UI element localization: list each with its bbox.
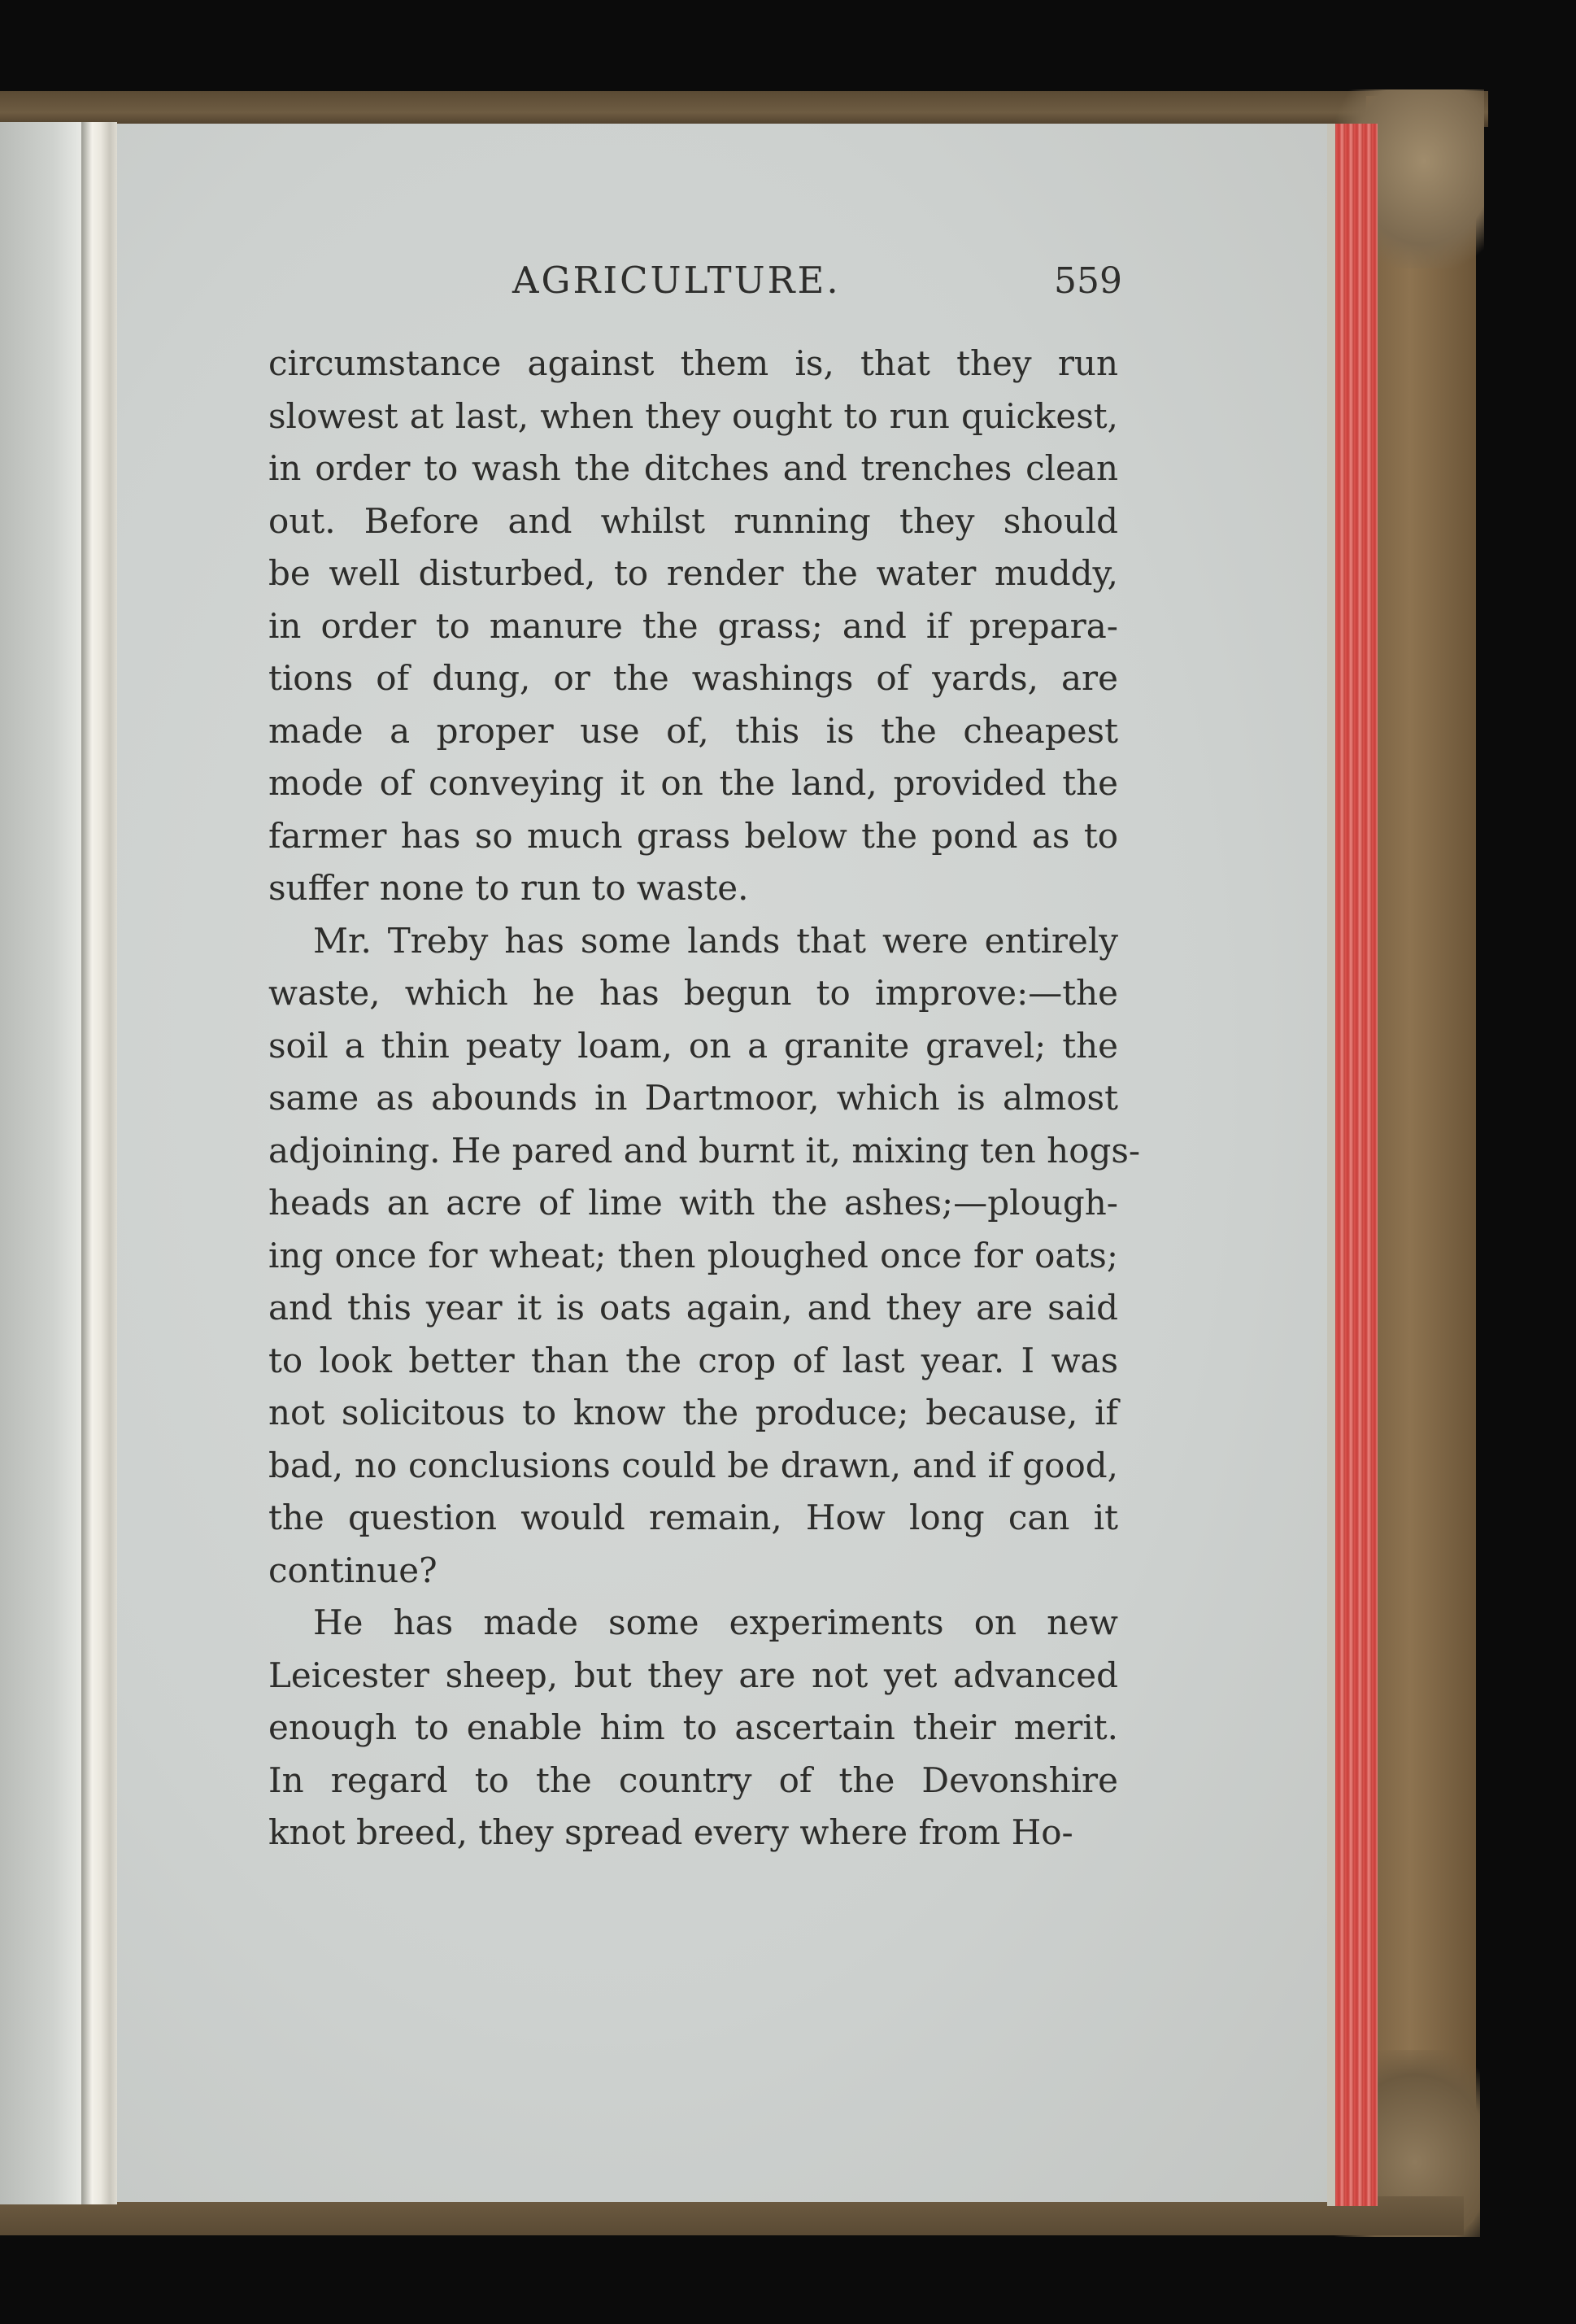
- page-gutter: [81, 122, 117, 2204]
- text-line: farmer has so much grass below the pond as to: [268, 815, 1118, 856]
- page-number: 559: [1054, 260, 1122, 302]
- body-text: [268, 338, 1141, 1860]
- text-line: Leicester sheep, but they are not yet advanced: [268, 1655, 1118, 1695]
- running-head: AGRICULTURE.: [512, 259, 841, 302]
- facing-left-page: [0, 122, 89, 2204]
- text-line: in order to manure the grass; and if prepara-: [268, 605, 1118, 646]
- text-line: adjoining. He pared and burnt it, mixing ten hogs-: [268, 1130, 1141, 1171]
- text-line: enough to enable him to ascertain their merit.: [268, 1707, 1118, 1747]
- text-line: and this year it is oats again, and they are said: [268, 1288, 1118, 1328]
- text-line: made a proper use of, this is the cheapest: [268, 710, 1118, 751]
- book-cover-bottom-edge: [0, 2196, 1464, 2235]
- text-line: continue?: [268, 1550, 438, 1590]
- text-line: knot breed, they spread every where from Ho-: [268, 1812, 1073, 1852]
- text-line: not solicitous to know the produce; because, if: [268, 1393, 1118, 1432]
- text-line: soil a thin peaty loam, on a granite gravel; the: [268, 1025, 1118, 1066]
- text-line: ing once for wheat; then ploughed once for oats;: [268, 1235, 1118, 1275]
- text-line: circumstance against them is, that they run: [268, 343, 1118, 383]
- text-line: slowest at last, when they ought to run quickest,: [268, 395, 1118, 436]
- text-line: suffer none to run to waste.: [268, 868, 749, 908]
- text-line: waste, which he has begun to improve:—the: [268, 973, 1118, 1013]
- text-line: tions of dung, or the washings of yards, are: [268, 658, 1118, 698]
- book-cover-top-edge: [0, 91, 1488, 127]
- text-line: in order to wash the ditches and trenches clean: [268, 448, 1118, 488]
- text-line: mode of conveying it on the land, provided the: [268, 763, 1118, 803]
- text-line: out. Before and whilst running they should: [268, 500, 1118, 541]
- text-line: In regard to the country of the Devonshire: [268, 1759, 1118, 1800]
- page-edge-shadow: [1327, 124, 1335, 2206]
- text-line: to look better than the crop of last year. I was: [268, 1340, 1118, 1380]
- paragraph: [268, 338, 1118, 915]
- text-line: Mr. Treby has some lands that were entirely: [313, 920, 1118, 961]
- text-line: He has made some experiments on new: [313, 1602, 1118, 1642]
- text-line: heads an acre of lime with the ashes;—plough-: [268, 1183, 1118, 1223]
- page-header: [268, 259, 1122, 316]
- text-line: bad, no conclusions could be drawn, and if good,: [268, 1445, 1118, 1485]
- book-cover-right-edge: [1366, 96, 1476, 2227]
- paragraph: [268, 915, 1141, 1598]
- paragraph: [268, 1597, 1118, 1860]
- text-line: the question would remain, How long can it: [268, 1498, 1118, 1537]
- text-line: be well disturbed, to render the water muddy,: [268, 553, 1118, 593]
- text-line: same as abounds in Dartmoor, which is almost: [268, 1078, 1118, 1118]
